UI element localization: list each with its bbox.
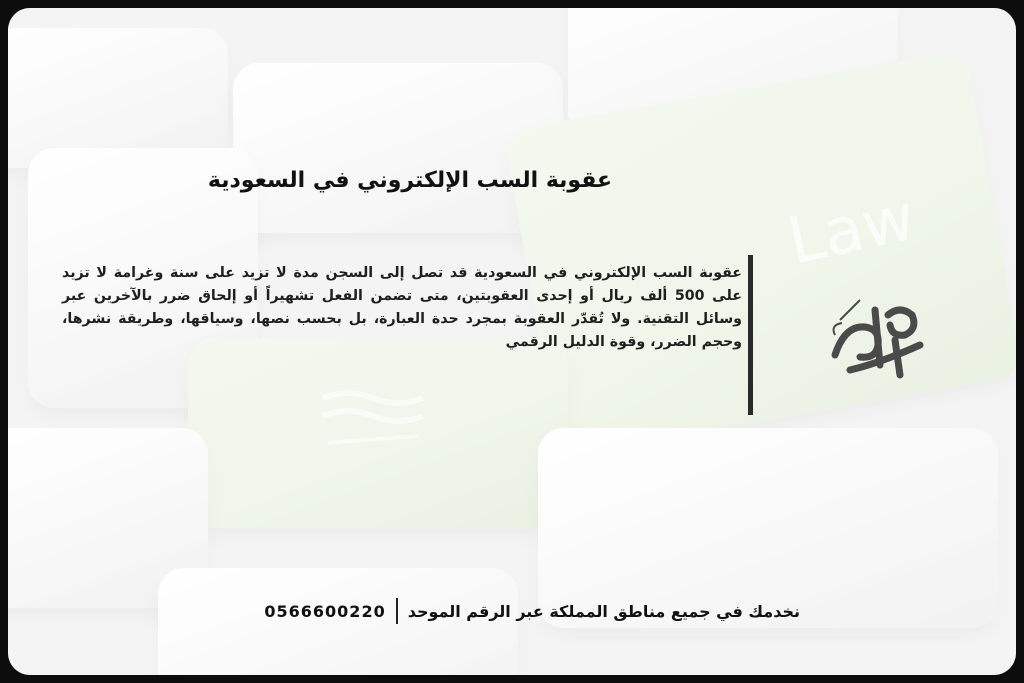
vertical-divider bbox=[748, 255, 753, 415]
calligraphy-logo-icon bbox=[820, 285, 930, 380]
footer-text: نخدمك في جميع مناطق المملكة عبر الرقم الموحد bbox=[407, 601, 800, 621]
key-law-label: Law bbox=[781, 180, 922, 280]
footer bbox=[260, 596, 800, 626]
page-title: عقوبة السب الإلكتروني في السعودية bbox=[207, 168, 613, 193]
footer-separator bbox=[396, 598, 398, 624]
phone-number[interactable]: 0566600220 bbox=[264, 601, 386, 621]
body-paragraph: عقوبة السب الإلكتروني في السعودية قد تصل إلى السجن مدة لا تزيد على سنة وغرامة لا تزيد على 500 ألف ريال أو إحدى العقوبتين، متى تضمن الفعل تشهيراً أو إلحاق ضرر بالآخرين عبر وسائل التقنية. ولا تُقدّر العقوبة بمجرد حدة العبارة، بل بحسب نصها، وسياقها، وطريقة نشرها، وحجم الضرر، وقوة الدليل الرقمي bbox=[62, 265, 743, 350]
